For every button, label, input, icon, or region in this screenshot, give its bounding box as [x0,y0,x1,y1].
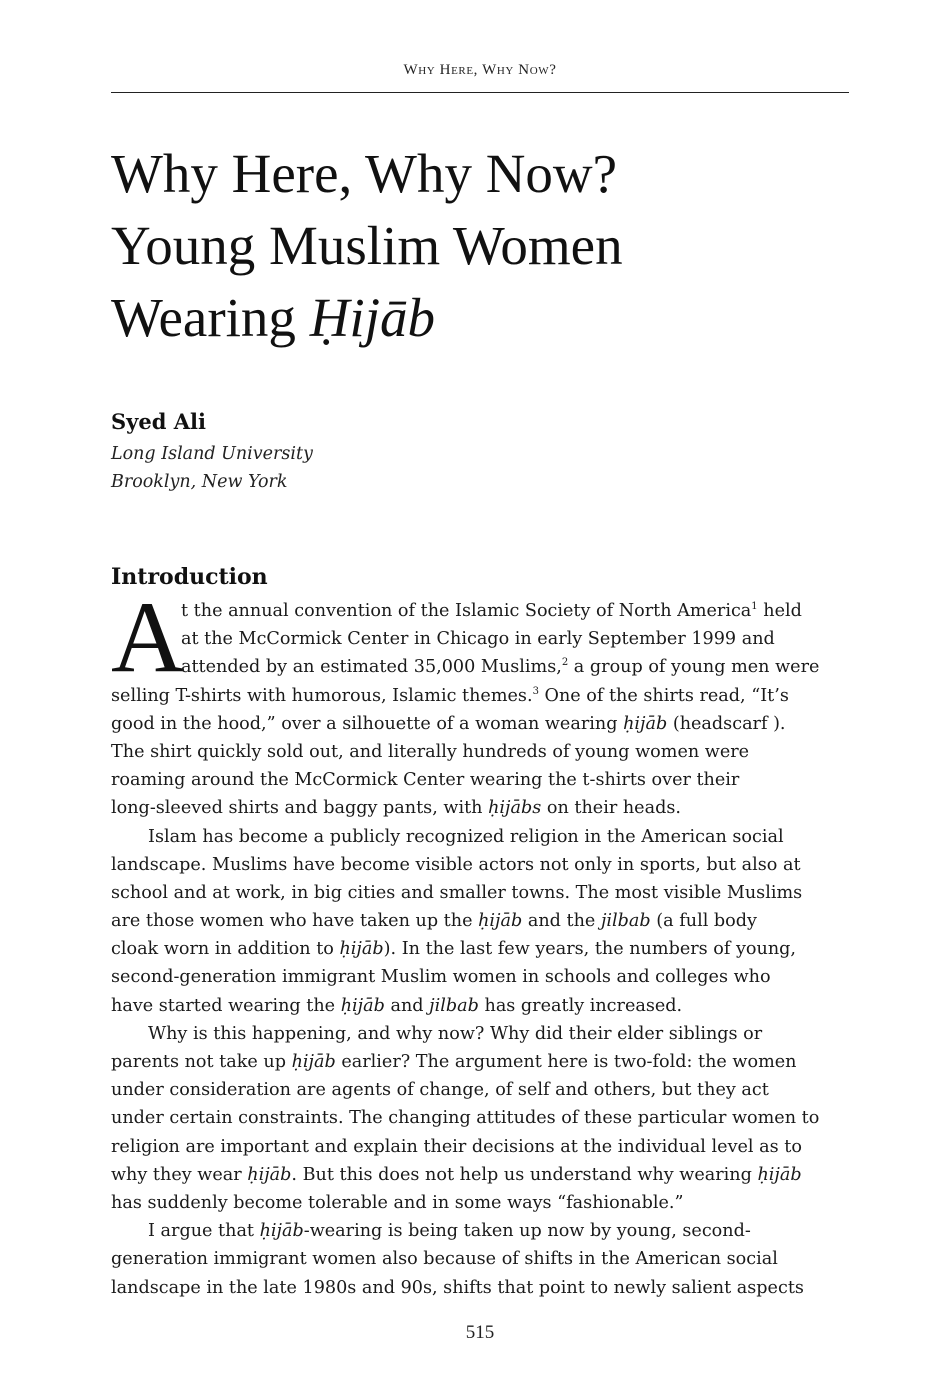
author-affiliation: Long Island University [111,444,313,464]
author-location: Brooklyn, New York [111,472,288,492]
text-run: (a full body [650,911,757,932]
text-line: Why is this happening, and why now? Why did their elder siblings or [148,1023,763,1044]
text-line [111,992,849,1020]
section-heading-introduction: Introduction [111,564,268,590]
text-run: t the annual convention of the Islamic Society of North America [181,601,752,621]
text-run: cloak worn in addition to [111,939,340,960]
text-run: why they wear [111,1164,248,1185]
italic-term: ḥijāb [247,1164,292,1185]
footnote-ref[interactable]: 1 [751,601,758,613]
text-line: roaming around the McCormick Center wearing the t-shirts over their [111,770,740,791]
page-number: 515 [465,1322,495,1343]
text-line [111,682,849,710]
text-run: (headscarf ). [667,713,786,734]
text-line [111,794,849,822]
text-run: selling T-shirts with humorous, Islamic themes. [111,685,533,706]
text-line: school and at work, in big cities and smaller towns. The most visible Muslims [111,882,803,903]
text-run: earlier? The argument here is two-fold: the women [335,1052,797,1072]
author-name: Syed Ali [111,409,206,434]
text-run: are those women who have taken up the [111,911,479,932]
title-line-3-text: Wearing [111,287,310,348]
text-line: second-generation immigrant Muslim women in schools and colleges who [111,967,771,988]
text-line: religion are important and explain their decisions at the individual level as to [111,1136,802,1157]
text-run: held [757,601,802,621]
text-line: under consideration are agents of change, of self and others, but they act [111,1080,769,1101]
text-run: long-sleeved shirts and baggy pants, with [111,798,489,819]
italic-term: jilbab [429,995,479,1016]
title-line-2: Young Muslim Women [111,215,623,276]
text-line [111,1217,849,1245]
text-run: One of the shirts read, “It’s [538,685,789,706]
drop-cap: A [111,581,185,694]
text-line: under certain constraints. The changing attitudes of these particular women to [111,1108,820,1129]
italic-term: ḥijāb [340,995,385,1016]
title-line-3 [111,282,849,354]
text-run: parents not take up [111,1052,292,1072]
text-line: landscape. Muslims have become visible actors not only in sports, but also at [111,854,801,875]
text-run: ). In the last few years, the numbers of young, [383,939,797,960]
footnote-ref[interactable]: 3 [532,685,539,697]
text-line: generation immigrant women also because of shifts in the American social [111,1249,778,1270]
text-run: . But this does not help us understand why wearing [291,1164,758,1185]
text-line [111,1048,849,1076]
text-line: has suddenly become tolerable and in some ways “fashionable.” [111,1192,684,1213]
italic-term: ḥijāb [757,1164,802,1185]
title-line-1: Why Here, Why Now? [111,143,618,204]
italic-term: ḥijāb [339,939,384,960]
text-run: good in the hood,” over a silhouette of a woman wearing [111,713,624,734]
text-run: and [384,995,430,1016]
text-run: and the [522,911,601,932]
text-line: landscape in the late 1980s and 90s, shifts that point to newly salient aspects [111,1277,804,1298]
text-line [111,597,849,625]
text-line [111,935,849,963]
text-line [111,1161,849,1189]
text-run: I argue that [148,1221,260,1242]
italic-term: ḥijāb [478,911,523,932]
text-run: -wearing is being taken up now by young, second- [303,1221,751,1242]
italic-term: ḥijāb [291,1052,336,1072]
text-run: have started wearing the [111,995,341,1016]
text-line [111,907,849,935]
running-head: Why Here, Why Now? [403,62,557,78]
text-run: on their heads. [541,798,681,819]
text-line: The shirt quickly sold out, and literally hundreds of young women were [111,741,750,762]
text-run: a group of young men were [568,657,820,678]
body-text [111,597,849,1302]
footnote-ref[interactable]: 2 [561,657,569,669]
italic-term: jilbab [600,911,651,932]
title-hijab-word: Ḥijāb [309,287,435,348]
text-line: at the McCormick Center in Chicago in early September 1999 and [181,629,775,650]
text-line [111,710,849,738]
italic-term: ḥijāb [623,713,668,734]
text-run: attended by an estimated 35,000 Muslims, [181,657,562,678]
italic-term: ḥijābs [488,798,542,819]
text-line: Islam has become a publicly recognized religion in the American social [148,826,784,847]
article-title [111,138,849,354]
italic-term: ḥijāb [259,1221,304,1242]
text-run: has greatly increased. [478,995,683,1016]
header-rule [111,92,849,93]
text-line [111,653,849,681]
